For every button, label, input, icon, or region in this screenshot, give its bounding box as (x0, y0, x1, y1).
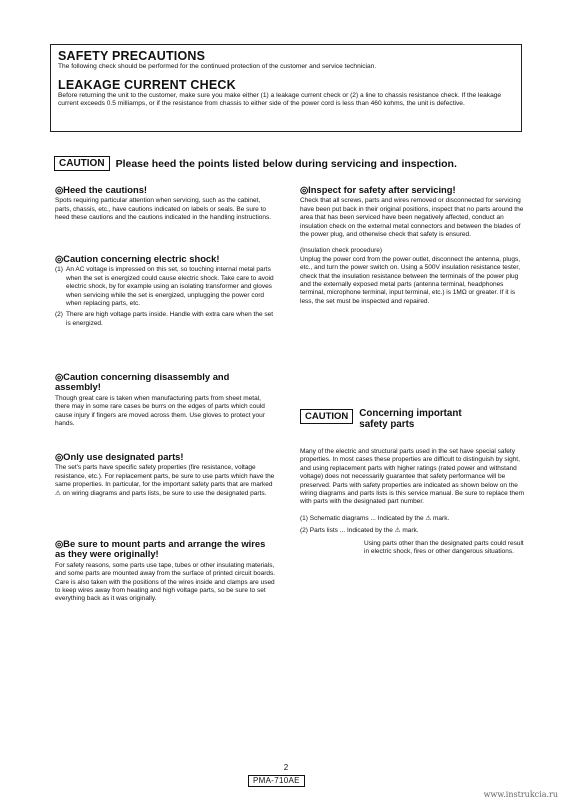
insulation-proc-title: (Insulation check procedure) (300, 247, 383, 255)
inspect-title: ◎Inspect for safety after servicing! (300, 184, 456, 195)
shock-item-1-num: (1) (55, 266, 63, 274)
warning-triangle-icon: ⚠ (55, 489, 61, 497)
leakage-title: LEAKAGE CURRENT CHECK (58, 77, 236, 92)
section-designated (55, 452, 277, 498)
section-wires (55, 539, 277, 604)
designated-title: ◎Only use designated parts! (55, 451, 184, 462)
model-number: PMA-710AE (248, 775, 305, 787)
caution-badge: CAUTION (54, 156, 110, 171)
disassembly-text: Though great care is taken when manufacturing parts from sheet metal, there may in some rare cases be burrs on the edges of parts which could cause injury if fingers are moved across them. Use gloves to protect your hands. (55, 394, 265, 428)
caution-banner (54, 155, 524, 171)
important-item-2 (300, 527, 525, 535)
important-item-1 (300, 515, 525, 523)
safety-text: The following check should be performed for the continued protection of the customer and service technician. (58, 63, 377, 70)
section-heed (55, 185, 277, 223)
important-item-1-text-a: (1) Schematic diagrams ... Indicated by the (300, 514, 424, 522)
wires-text: For safety reasons, some parts use tape, tubes or other insulating materials, and some parts are mounted away from the surface of printed circuit boards. Care is also taken with the positions of the wires inside and clamps are used to keep wires away from heating and high voltage parts, so be sure to set everything back as it was originally. (55, 561, 276, 603)
important-parts-header (300, 408, 530, 430)
heed-title: ◎Heed the cautions! (55, 184, 148, 195)
important-item-2-text-b: mark. (402, 527, 419, 535)
important-text: Many of the electric and structural parts used in the set have special safety properties. In most cases these properties are difficult to distinguish by sight, and using replacement parts with higher ratings (rated power and withstand voltage) does not necessarily guarantee that safety performance will be preserved. Parts with safety properties are indicated as shown below on the wiring diagrams and parts lists is this service manual. Be sure to replace them with parts with the designated part number. (300, 448, 524, 506)
section-important (300, 448, 525, 556)
leakage-text: Before returning the unit to the customer, make sure you make either (1) a leakage current check or (2) a line to chassis resistance check. If the leakage current exceeds 0.5 milliamps, or if the resistance from chassis to either side of the power cord is less than 460 kohms, the unit is defective. (58, 91, 502, 108)
shock-item-1-text: An AC voltage is impressed on this set, so touching internal metal parts when the set is energized could cause electric shock. Take care to avoid electric shock, by for example using an isolating transformer and gloves when servicing while the set is energized, unplugging the power cord when replacing parts, etc. (66, 266, 274, 308)
shock-item-1 (55, 266, 277, 308)
watermark: www.instrukcia.ru (483, 790, 558, 799)
heed-text: Spots requiring particular attention when servicing, such as the cabinet, parts, chassis, etc., have cautions indicated on labels or seals. Be sure to heed these cautions and the cautions indicated in the handling instructions. (55, 197, 272, 222)
wires-title: ◎Be sure to mount parts and arrange the wires as they were originally! (55, 538, 266, 560)
safety-title: SAFETY PRECAUTIONS (58, 49, 206, 63)
caution-banner-text: Please heed the points listed below during servicing and inspection. (115, 157, 457, 170)
safety-precautions-box (50, 44, 522, 132)
designated-text-b: on wiring diagrams and parts lists, be sure to use the designated parts. (62, 489, 267, 497)
page-number: 2 (283, 763, 289, 772)
designated-text-a: The set's parts have specific safety properties (fire resistance, voltage resistance, etc.). For replacement parts, be sure to use parts which have the same properties. In particular, for the important safety parts that are marked (55, 464, 275, 489)
shock-item-2-num: (2) (55, 311, 63, 319)
insulation-proc-text: Unplug the power cord from the power outlet, disconnect the antenna, plugs, etc., and turn the power switch on. Using a 500V insulation resistance tester, check that the insulation resistance between the terminals of the power plug and the externally exposed metal parts (antenna terminal, headphones terminal, microphone terminal, input terminal, etc.) is 1MΩ or greater. If it is less, the set must be inspected and repaired. (300, 255, 521, 305)
important-item-2-text-a: (2) Parts lists ... Indicated by the (300, 527, 393, 535)
shock-item-2 (55, 311, 277, 328)
shock-title: ◎Caution concerning electric shock! (55, 253, 220, 264)
warning-triangle-icon: ⚠ (425, 514, 432, 522)
inspect-text: Check that all screws, parts and wires removed or disconnected for servicing have been put back in their original positions, inspect that no parts around the area that has been serviced have been negatively affected, conduct an insulation check on the external metal connectors and between the blades of the power plug, and otherwise check that safety is ensured. (300, 197, 524, 239)
section-shock (55, 254, 277, 328)
important-caution-badge: CAUTION (300, 409, 353, 424)
designated-text (55, 464, 277, 498)
warning-triangle-icon: ⚠ (394, 527, 401, 535)
important-title: Concerning important safety parts (359, 408, 462, 430)
section-inspect (300, 185, 525, 306)
disassembly-title: ◎Caution concerning disassembly and assembly! (55, 371, 230, 393)
important-note: Using parts other than the designated parts could result in electric shock, fires or other dangerous situations. (364, 539, 524, 556)
shock-item-2-text: There are high voltage parts inside. Handle with extra care when the set is energized. (66, 311, 274, 327)
section-disassembly (55, 372, 277, 428)
important-item-1-text-b: mark. (433, 514, 450, 522)
